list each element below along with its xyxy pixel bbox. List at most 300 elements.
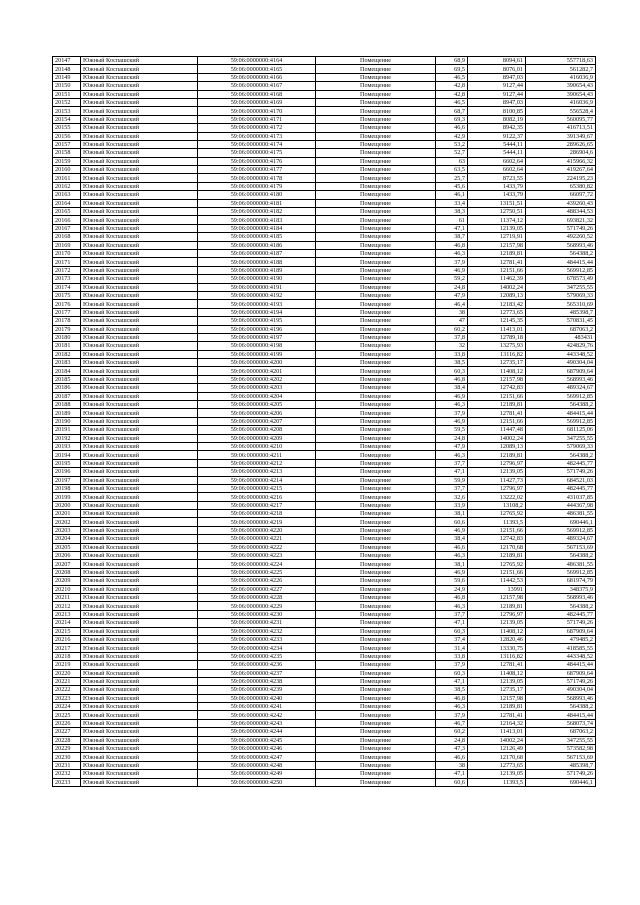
cadastral-number: 59:06:0000000:4176 [198,157,316,165]
district-cell: Южный Коспашский [81,635,198,643]
table-row [53,426,596,434]
table-row [53,661,596,669]
row-number: 20195 [53,459,81,467]
district-cell: Южный Коспашский [81,526,198,534]
area-cell: 46,6 [436,753,468,761]
area-cell: 46,9 [436,266,468,274]
district-cell: Южный Коспашский [81,317,198,325]
area-cell: 45,6 [436,182,468,190]
rate-cell: 12773,65 [468,308,526,316]
district-cell: Южный Коспашский [81,208,198,216]
area-cell: 37,7 [436,484,468,492]
rate-cell: 12750,51 [468,208,526,216]
object-type: Помещение [316,308,436,316]
row-number: 20197 [53,476,81,484]
district-cell: Южный Коспашский [81,258,198,266]
table-row [53,484,596,492]
rate-cell: 13116,82 [468,652,526,660]
district-cell: Южный Коспашский [81,90,198,98]
rate-cell: 1433,79 [468,191,526,199]
area-cell: 42,9 [436,132,468,140]
value-cell: 568993,46 [526,241,596,249]
rate-cell: 12735,17 [468,359,526,367]
rate-cell: 12089,13 [468,442,526,450]
rate-cell: 11413,01 [468,325,526,333]
table-row [53,249,596,257]
table-row [53,291,596,299]
district-cell: Южный Коспашский [81,291,198,299]
row-number: 20160 [53,166,81,174]
value-cell: 678573,49 [526,275,596,283]
cadastral-number: 59:06:0000000:4228 [198,594,316,602]
value-cell: 570831,45 [526,317,596,325]
object-type: Помещение [316,132,436,140]
row-number: 20224 [53,703,81,711]
cadastral-number: 59:06:0000000:4169 [198,98,316,106]
cadastral-number: 59:06:0000000:4219 [198,518,316,526]
cadastral-table [52,56,596,787]
cadastral-number: 59:06:0000000:4173 [198,132,316,140]
area-cell: 60,3 [436,627,468,635]
object-type: Помещение [316,291,436,299]
object-type: Помещение [316,417,436,425]
district-cell: Южный Коспашский [81,577,198,585]
cadastral-number: 59:06:0000000:4203 [198,384,316,392]
rate-cell: 8094,61 [468,57,526,65]
district-cell: Южный Коспашский [81,174,198,182]
object-type: Помещение [316,770,436,778]
cadastral-number: 59:06:0000000:4239 [198,686,316,694]
table-row [53,82,596,90]
table-row [53,585,596,593]
district-cell: Южный Коспашский [81,736,198,744]
table-row [53,283,596,291]
area-cell: 46,3 [436,249,468,257]
object-type: Помещение [316,166,436,174]
table-row [53,258,596,266]
area-cell: 46,5 [436,98,468,106]
cadastral-number: 59:06:0000000:4217 [198,501,316,509]
cadastral-number: 59:06:0000000:4196 [198,325,316,333]
area-cell: 47,1 [436,619,468,627]
table-row [53,350,596,358]
cadastral-number: 59:06:0000000:4221 [198,535,316,543]
rate-cell: 12796,97 [468,610,526,618]
table-row [53,543,596,551]
cadastral-number: 59:06:0000000:4202 [198,375,316,383]
cadastral-number: 59:06:0000000:4165 [198,65,316,73]
district-cell: Южный Коспашский [81,283,198,291]
area-cell: 46,4 [436,300,468,308]
row-number: 20154 [53,115,81,123]
rate-cell: 12773,65 [468,761,526,769]
row-number: 20201 [53,510,81,518]
row-number: 20147 [53,57,81,65]
rate-cell: 12765,92 [468,560,526,568]
cadastral-number: 59:06:0000000:4191 [198,283,316,291]
value-cell: 568993,46 [526,694,596,702]
district-cell: Южный Коспашский [81,770,198,778]
cadastral-number: 59:06:0000000:4238 [198,677,316,685]
row-number: 20227 [53,728,81,736]
table-row [53,359,596,367]
object-type: Помещение [316,526,436,534]
area-cell: 47,3 [436,745,468,753]
value-cell: 567153,69 [526,543,596,551]
district-cell: Южный Коспашский [81,484,198,492]
object-type: Помещение [316,359,436,367]
row-number: 20189 [53,409,81,417]
district-cell: Южный Коспашский [81,199,198,207]
row-number: 20212 [53,602,81,610]
district-cell: Южный Коспашский [81,342,198,350]
area-cell: 60,6 [436,518,468,526]
row-number: 20213 [53,610,81,618]
district-cell: Южный Коспашский [81,686,198,694]
table-row [53,442,596,450]
table-row [53,333,596,341]
rate-cell: 12781,41 [468,258,526,266]
row-number: 20186 [53,384,81,392]
rate-cell: 14002,24 [468,736,526,744]
table-row [53,149,596,157]
area-cell: 46,3 [436,552,468,560]
district-cell: Южный Коспашский [81,300,198,308]
rate-cell: 11408,12 [468,367,526,375]
value-cell: 557718,63 [526,57,596,65]
value-cell: 479485,2 [526,635,596,643]
table-row [53,619,596,627]
rate-cell: 13108,2 [468,501,526,509]
rate-cell: 11393,5 [468,518,526,526]
cadastral-number: 59:06:0000000:4183 [198,216,316,224]
row-number: 20177 [53,308,81,316]
object-type: Помещение [316,459,436,467]
cadastral-number: 59:06:0000000:4225 [198,568,316,576]
row-number: 20226 [53,719,81,727]
cadastral-number: 59:06:0000000:4197 [198,333,316,341]
rate-cell: 12189,81 [468,602,526,610]
district-cell: Южный Коспашский [81,476,198,484]
rate-cell: 11442,53 [468,577,526,585]
rate-cell: 12139,05 [468,619,526,627]
table-row [53,166,596,174]
value-cell: 484415,44 [526,409,596,417]
table-row [53,770,596,778]
cadastral-number: 59:06:0000000:4205 [198,401,316,409]
row-number: 20223 [53,694,81,702]
area-cell: 37,9 [436,661,468,669]
row-number: 20171 [53,258,81,266]
rate-cell: 13151,51 [468,199,526,207]
rate-cell: 12151,66 [468,392,526,400]
district-cell: Южный Коспашский [81,107,198,115]
value-cell: 490304,04 [526,686,596,694]
area-cell: 46,9 [436,568,468,576]
area-cell: 47,1 [436,677,468,685]
object-type: Помещение [316,82,436,90]
area-cell: 47,9 [436,442,468,450]
rate-cell: 12183,42 [468,300,526,308]
district-cell: Южный Коспашский [81,233,198,241]
district-cell: Южный Коспашский [81,241,198,249]
value-cell: 444367,98 [526,501,596,509]
table-row [53,753,596,761]
table-row [53,644,596,652]
table-row [53,409,596,417]
table-row [53,711,596,719]
cadastral-number: 59:06:0000000:4226 [198,577,316,585]
district-cell: Южный Коспашский [81,719,198,727]
object-type: Помещение [316,375,436,383]
object-type: Помещение [316,560,436,568]
district-cell: Южный Коспашский [81,442,198,450]
object-type: Помещение [316,73,436,81]
area-cell: 37,7 [436,459,468,467]
district-cell: Южный Коспашский [81,694,198,702]
district-cell: Южный Коспашский [81,401,198,409]
row-number: 20221 [53,677,81,685]
district-cell: Южный Коспашский [81,745,198,753]
district-cell: Южный Коспашский [81,652,198,660]
row-number: 20165 [53,208,81,216]
row-number: 20230 [53,753,81,761]
area-cell: 61 [436,216,468,224]
row-number: 20198 [53,484,81,492]
value-cell: 569912,85 [526,392,596,400]
area-cell: 46,9 [436,526,468,534]
object-type: Помещение [316,493,436,501]
rate-cell: 12765,92 [468,510,526,518]
object-type: Помещение [316,568,436,576]
cadastral-number: 59:06:0000000:4182 [198,208,316,216]
district-cell: Южный Коспашский [81,535,198,543]
object-type: Помещение [316,208,436,216]
rate-cell: 8723,55 [468,174,526,182]
area-cell: 25,7 [436,174,468,182]
cadastral-number: 59:06:0000000:4172 [198,124,316,132]
table-row [53,199,596,207]
value-cell: 348375,9 [526,585,596,593]
value-cell: 492260,52 [526,233,596,241]
value-cell: 561282,7 [526,65,596,73]
object-type: Помещение [316,149,436,157]
value-cell: 431037,85 [526,493,596,501]
rate-cell: 8942,35 [468,124,526,132]
object-type: Помещение [316,677,436,685]
value-cell: 482445,77 [526,610,596,618]
value-cell: 568993,46 [526,375,596,383]
table-row [53,518,596,526]
value-cell: 684521,03 [526,476,596,484]
row-number: 20204 [53,535,81,543]
object-type: Помещение [316,333,436,341]
area-cell: 37,7 [436,610,468,618]
district-cell: Южный Коспашский [81,157,198,165]
area-cell: 37,8 [436,333,468,341]
cadastral-number: 59:06:0000000:4198 [198,342,316,350]
object-type: Помещение [316,635,436,643]
cadastral-number: 59:06:0000000:4166 [198,73,316,81]
district-cell: Южный Коспашский [81,619,198,627]
table-row [53,686,596,694]
cadastral-number: 59:06:0000000:4224 [198,560,316,568]
row-number: 20222 [53,686,81,694]
district-cell: Южный Коспашский [81,610,198,618]
rate-cell: 11447,48 [468,426,526,434]
value-cell: 286904,6 [526,149,596,157]
value-cell: 690446,1 [526,518,596,526]
row-number: 20183 [53,359,81,367]
row-number: 20194 [53,451,81,459]
rate-cell: 9127,44 [468,90,526,98]
object-type: Помещение [316,652,436,660]
table-row [53,182,596,190]
cadastral-number: 59:06:0000000:4231 [198,619,316,627]
row-number: 20202 [53,518,81,526]
row-number: 20207 [53,560,81,568]
area-cell: 31,4 [436,644,468,652]
value-cell: 419267,64 [526,166,596,174]
value-cell: 569912,85 [526,568,596,576]
value-cell: 391349,67 [526,132,596,140]
table-row [53,501,596,509]
area-cell: 32,6 [436,493,468,501]
value-cell: 347255,55 [526,283,596,291]
value-cell: 65380,82 [526,182,596,190]
object-type: Помещение [316,241,436,249]
area-cell: 42,8 [436,82,468,90]
cadastral-number: 59:06:0000000:4175 [198,149,316,157]
row-number: 20211 [53,594,81,602]
rate-cell: 1433,79 [468,182,526,190]
row-number: 20232 [53,770,81,778]
area-cell: 59,5 [436,426,468,434]
district-cell: Южный Коспашский [81,552,198,560]
value-cell: 424829,76 [526,342,596,350]
row-number: 20225 [53,711,81,719]
area-cell: 60,3 [436,669,468,677]
cadastral-number: 59:06:0000000:4192 [198,291,316,299]
cadastral-number: 59:06:0000000:4241 [198,703,316,711]
value-cell: 390654,43 [526,82,596,90]
table-row [53,65,596,73]
object-type: Помещение [316,233,436,241]
cadastral-number: 59:06:0000000:4179 [198,182,316,190]
row-number: 20191 [53,426,81,434]
area-cell: 46,3 [436,451,468,459]
table-row [53,568,596,576]
value-cell: 347255,55 [526,434,596,442]
area-cell: 68,7 [436,107,468,115]
table-row [53,434,596,442]
value-cell: 564388,2 [526,451,596,459]
area-cell: 42,8 [436,90,468,98]
table-row [53,761,596,769]
object-type: Помещение [316,157,436,165]
district-cell: Южный Коспашский [81,166,198,174]
row-number: 20158 [53,149,81,157]
object-type: Помещение [316,283,436,291]
cadastral-number: 59:06:0000000:4204 [198,392,316,400]
table-row [53,610,596,618]
object-type: Помещение [316,90,436,98]
table-row [53,115,596,123]
object-type: Помещение [316,401,436,409]
rate-cell: 12781,41 [468,711,526,719]
row-number: 20217 [53,644,81,652]
area-cell: 46,8 [436,594,468,602]
rate-cell: 12796,97 [468,484,526,492]
cadastral-number: 59:06:0000000:4168 [198,90,316,98]
table-row [53,241,596,249]
value-cell: 564388,2 [526,249,596,257]
value-cell: 687063,2 [526,325,596,333]
row-number: 20175 [53,291,81,299]
district-cell: Южный Коспашский [81,216,198,224]
object-type: Помещение [316,350,436,358]
district-cell: Южный Коспашский [81,778,198,786]
district-cell: Южный Коспашский [81,98,198,106]
district-cell: Южный Коспашский [81,308,198,316]
value-cell: 483431 [526,333,596,341]
row-number: 20188 [53,401,81,409]
district-cell: Южный Коспашский [81,602,198,610]
district-cell: Южный Коспашский [81,409,198,417]
value-cell: 418585,55 [526,644,596,652]
table-row [53,745,596,753]
value-cell: 565310,69 [526,300,596,308]
row-number: 20196 [53,468,81,476]
cadastral-number: 59:06:0000000:4188 [198,258,316,266]
value-cell: 579069,33 [526,442,596,450]
table-row [53,266,596,274]
table-row [53,124,596,132]
table-row [53,140,596,148]
rate-cell: 8076,01 [468,65,526,73]
table-row [53,367,596,375]
object-type: Помещение [316,451,436,459]
row-number: 20218 [53,652,81,660]
area-cell: 46,9 [436,417,468,425]
object-type: Помещение [316,761,436,769]
table-row [53,459,596,467]
area-cell: 37,9 [436,711,468,719]
row-number: 20148 [53,65,81,73]
table-row [53,510,596,518]
district-cell: Южный Коспашский [81,661,198,669]
area-cell: 46,3 [436,602,468,610]
cadastral-number: 59:06:0000000:4215 [198,484,316,492]
rate-cell: 12189,81 [468,552,526,560]
row-number: 20220 [53,669,81,677]
row-number: 20173 [53,275,81,283]
object-type: Помещение [316,552,436,560]
cadastral-number: 59:06:0000000:4193 [198,300,316,308]
rate-cell: 9122,37 [468,132,526,140]
cadastral-number: 59:06:0000000:4170 [198,107,316,115]
cadastral-number: 59:06:0000000:4195 [198,317,316,325]
area-cell: 33,8 [436,350,468,358]
area-cell: 38,1 [436,510,468,518]
row-number: 20167 [53,224,81,232]
object-type: Помещение [316,619,436,627]
table-row [53,669,596,677]
cadastral-number: 59:06:0000000:4222 [198,543,316,551]
row-number: 20228 [53,736,81,744]
area-cell: 68,9 [436,57,468,65]
district-cell: Южный Коспашский [81,57,198,65]
